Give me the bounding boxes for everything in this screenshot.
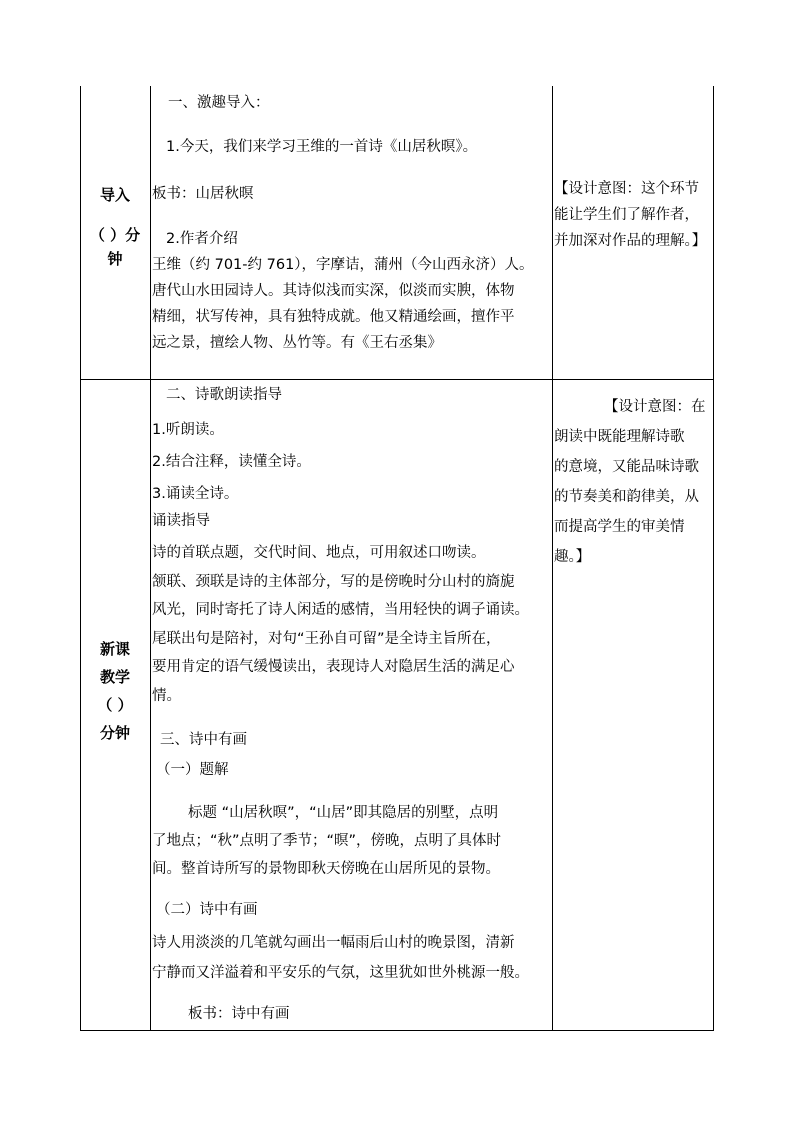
- design-line: 【设计意图：在: [604, 399, 706, 415]
- guide-line: 风光，同时寄托了诗人闲适的感情，当用轻快的调子诵读。: [152, 602, 529, 618]
- row1-design-intent: [554, 176, 714, 254]
- picture-line: 宁静而又洋溢着和平安乐的气氛，这里犹如世外桃源一般。: [152, 965, 529, 981]
- design-line: 的节奏美和韵律美，从: [554, 489, 699, 505]
- step-item: 2.结合注释，读懂全诗。: [152, 454, 311, 470]
- row2-label-line4: 分钟: [99, 724, 130, 742]
- explain-line: 间。整首诗所写的景物即秋天傍晚在山居所见的景物。: [152, 861, 500, 877]
- design-line: 趣。】: [554, 549, 591, 565]
- guide-line: 颔联、颈联是诗的主体部分，写的是傍晚时分山村的旖旎: [152, 573, 515, 590]
- row2-label-line1: 新课: [99, 640, 130, 658]
- row2-section3: 三、诗中有画: [160, 732, 247, 748]
- design-line: 而提高学生的审美情: [554, 519, 685, 535]
- explain-line: 了地点；“秋”点明了季节；“暝”，傍晚，点明了具体时: [152, 833, 502, 849]
- author-line: 远之景，擅绘人物、丛竹等。有《王右丞集》: [152, 335, 442, 351]
- row2-label-line3: （ ）: [97, 696, 133, 714]
- row2-explain-text: [152, 799, 550, 883]
- design-line: 并加深对作品的理解。】: [554, 233, 707, 249]
- row1-board: 板书：山居秋暝: [152, 186, 254, 202]
- row2-board: 板书：诗中有画: [188, 1006, 290, 1022]
- design-line: 【设计意图：这个环节: [554, 181, 699, 197]
- row2-design-intent: [554, 392, 714, 572]
- row2-heading: 二、诗歌朗读指导: [166, 387, 282, 403]
- row2-label-line2: 教学: [99, 668, 130, 686]
- row1-label-line2: （ ）分: [89, 226, 141, 244]
- design-line: 的意境，又能品味诗歌: [554, 459, 699, 475]
- row1-item1: 1.今天，我们来学习王维的一首诗《山居秋暝》。: [166, 139, 478, 155]
- design-line: 朗读中既能理解诗歌: [554, 429, 685, 445]
- row2-sub2: （二）诗中有画: [156, 902, 258, 918]
- lesson-table: [80, 86, 714, 1031]
- explain-line: 标题 “山居秋暝”，“山居”即其隐居的别墅，点明: [188, 805, 499, 821]
- author-line: 唐代山水田园诗人。其诗似浅而实深，似淡而实腴，体物: [152, 283, 515, 299]
- guide-line: 尾联出句是陪衬，对句“王孙自可留”是全诗主旨所在，: [152, 630, 501, 647]
- row1-heading: 一、激趣导入：: [168, 95, 270, 111]
- row1-item2: 2.作者介绍: [166, 231, 238, 247]
- row1-label-line1: 导入: [99, 186, 130, 204]
- author-line: 王维（约 701-约 761），字摩诘，蒲州（今山西永济）人。: [152, 257, 534, 273]
- table-border-bottom: [80, 1030, 714, 1031]
- row1-label-line3: 钟: [107, 250, 123, 268]
- column-divider-2: [552, 86, 553, 1031]
- guide-line: 诗的首联点题，交代时间、地点，可用叙述口吻读。: [152, 545, 486, 561]
- design-line: 能让学生们了解作者，: [554, 207, 699, 223]
- step-item: 3.诵读全诗。: [152, 486, 239, 502]
- step-item: 1.听朗读。: [152, 422, 224, 438]
- row2-picture-text: [152, 928, 550, 988]
- author-line: 精细，状写传神，具有独特成就。他又精通绘画，擅作平: [152, 309, 515, 325]
- row2-guide-text: [152, 539, 550, 710]
- row1-author-intro: [152, 252, 550, 356]
- row2-sub1: （一）题解: [156, 762, 229, 778]
- row2-steps: [152, 414, 550, 510]
- row-divider: [80, 379, 714, 380]
- column-divider-1: [150, 86, 151, 1031]
- picture-line: 诗人用淡淡的几笔就勾画出一幅雨后山村的晚景图，清新: [152, 935, 515, 951]
- guide-line: 情。: [152, 687, 181, 704]
- guide-line: 要用肯定的语气缓慢读出，表现诗人对隐居生活的满足心: [152, 659, 515, 675]
- row2-guide-title: 诵读指导: [152, 513, 210, 529]
